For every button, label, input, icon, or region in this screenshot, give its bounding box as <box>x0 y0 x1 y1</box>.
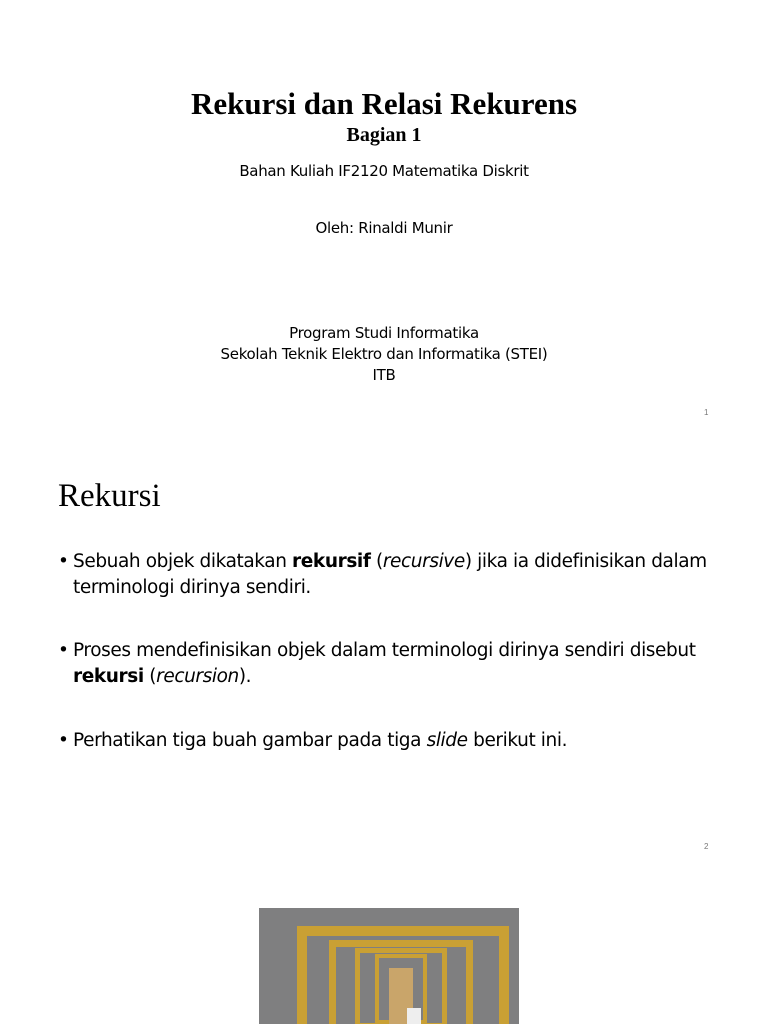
course-name: Bahan Kuliah IF2120 Matematika Diskrit <box>239 162 529 180</box>
recursive-mirror-photo <box>259 908 519 1024</box>
author: Oleh: Rinaldi Munir <box>315 219 453 237</box>
affiliation-line: Sekolah Teknik Elektro dan Informatika (STEI) <box>220 345 548 363</box>
affiliation-line: Program Studi Informatika <box>289 324 479 342</box>
affiliation-line: ITB <box>372 366 396 384</box>
page-number: 1 <box>704 408 709 417</box>
bullet-item: • Proses mendefinisikan objek dalam terminologi dirinya sendiri disebut rekursi (recursion). <box>58 640 696 687</box>
slide-title: Rekursi dan Relasi Rekurens <box>190 86 578 121</box>
bullet-item: • Sebuah objek dikatakan rekursif (recursive) jika ia didefinisikan dalam terminologi dirinya sendiri. <box>58 551 707 598</box>
affiliation <box>0 323 768 386</box>
bullet-item: • Perhatikan tiga buah gambar pada tiga slide berikut ini. <box>58 730 568 751</box>
slide-subtitle: Bagian 1 <box>346 124 422 146</box>
slide-title: Rekursi <box>58 478 161 514</box>
page-number: 2 <box>704 842 709 851</box>
